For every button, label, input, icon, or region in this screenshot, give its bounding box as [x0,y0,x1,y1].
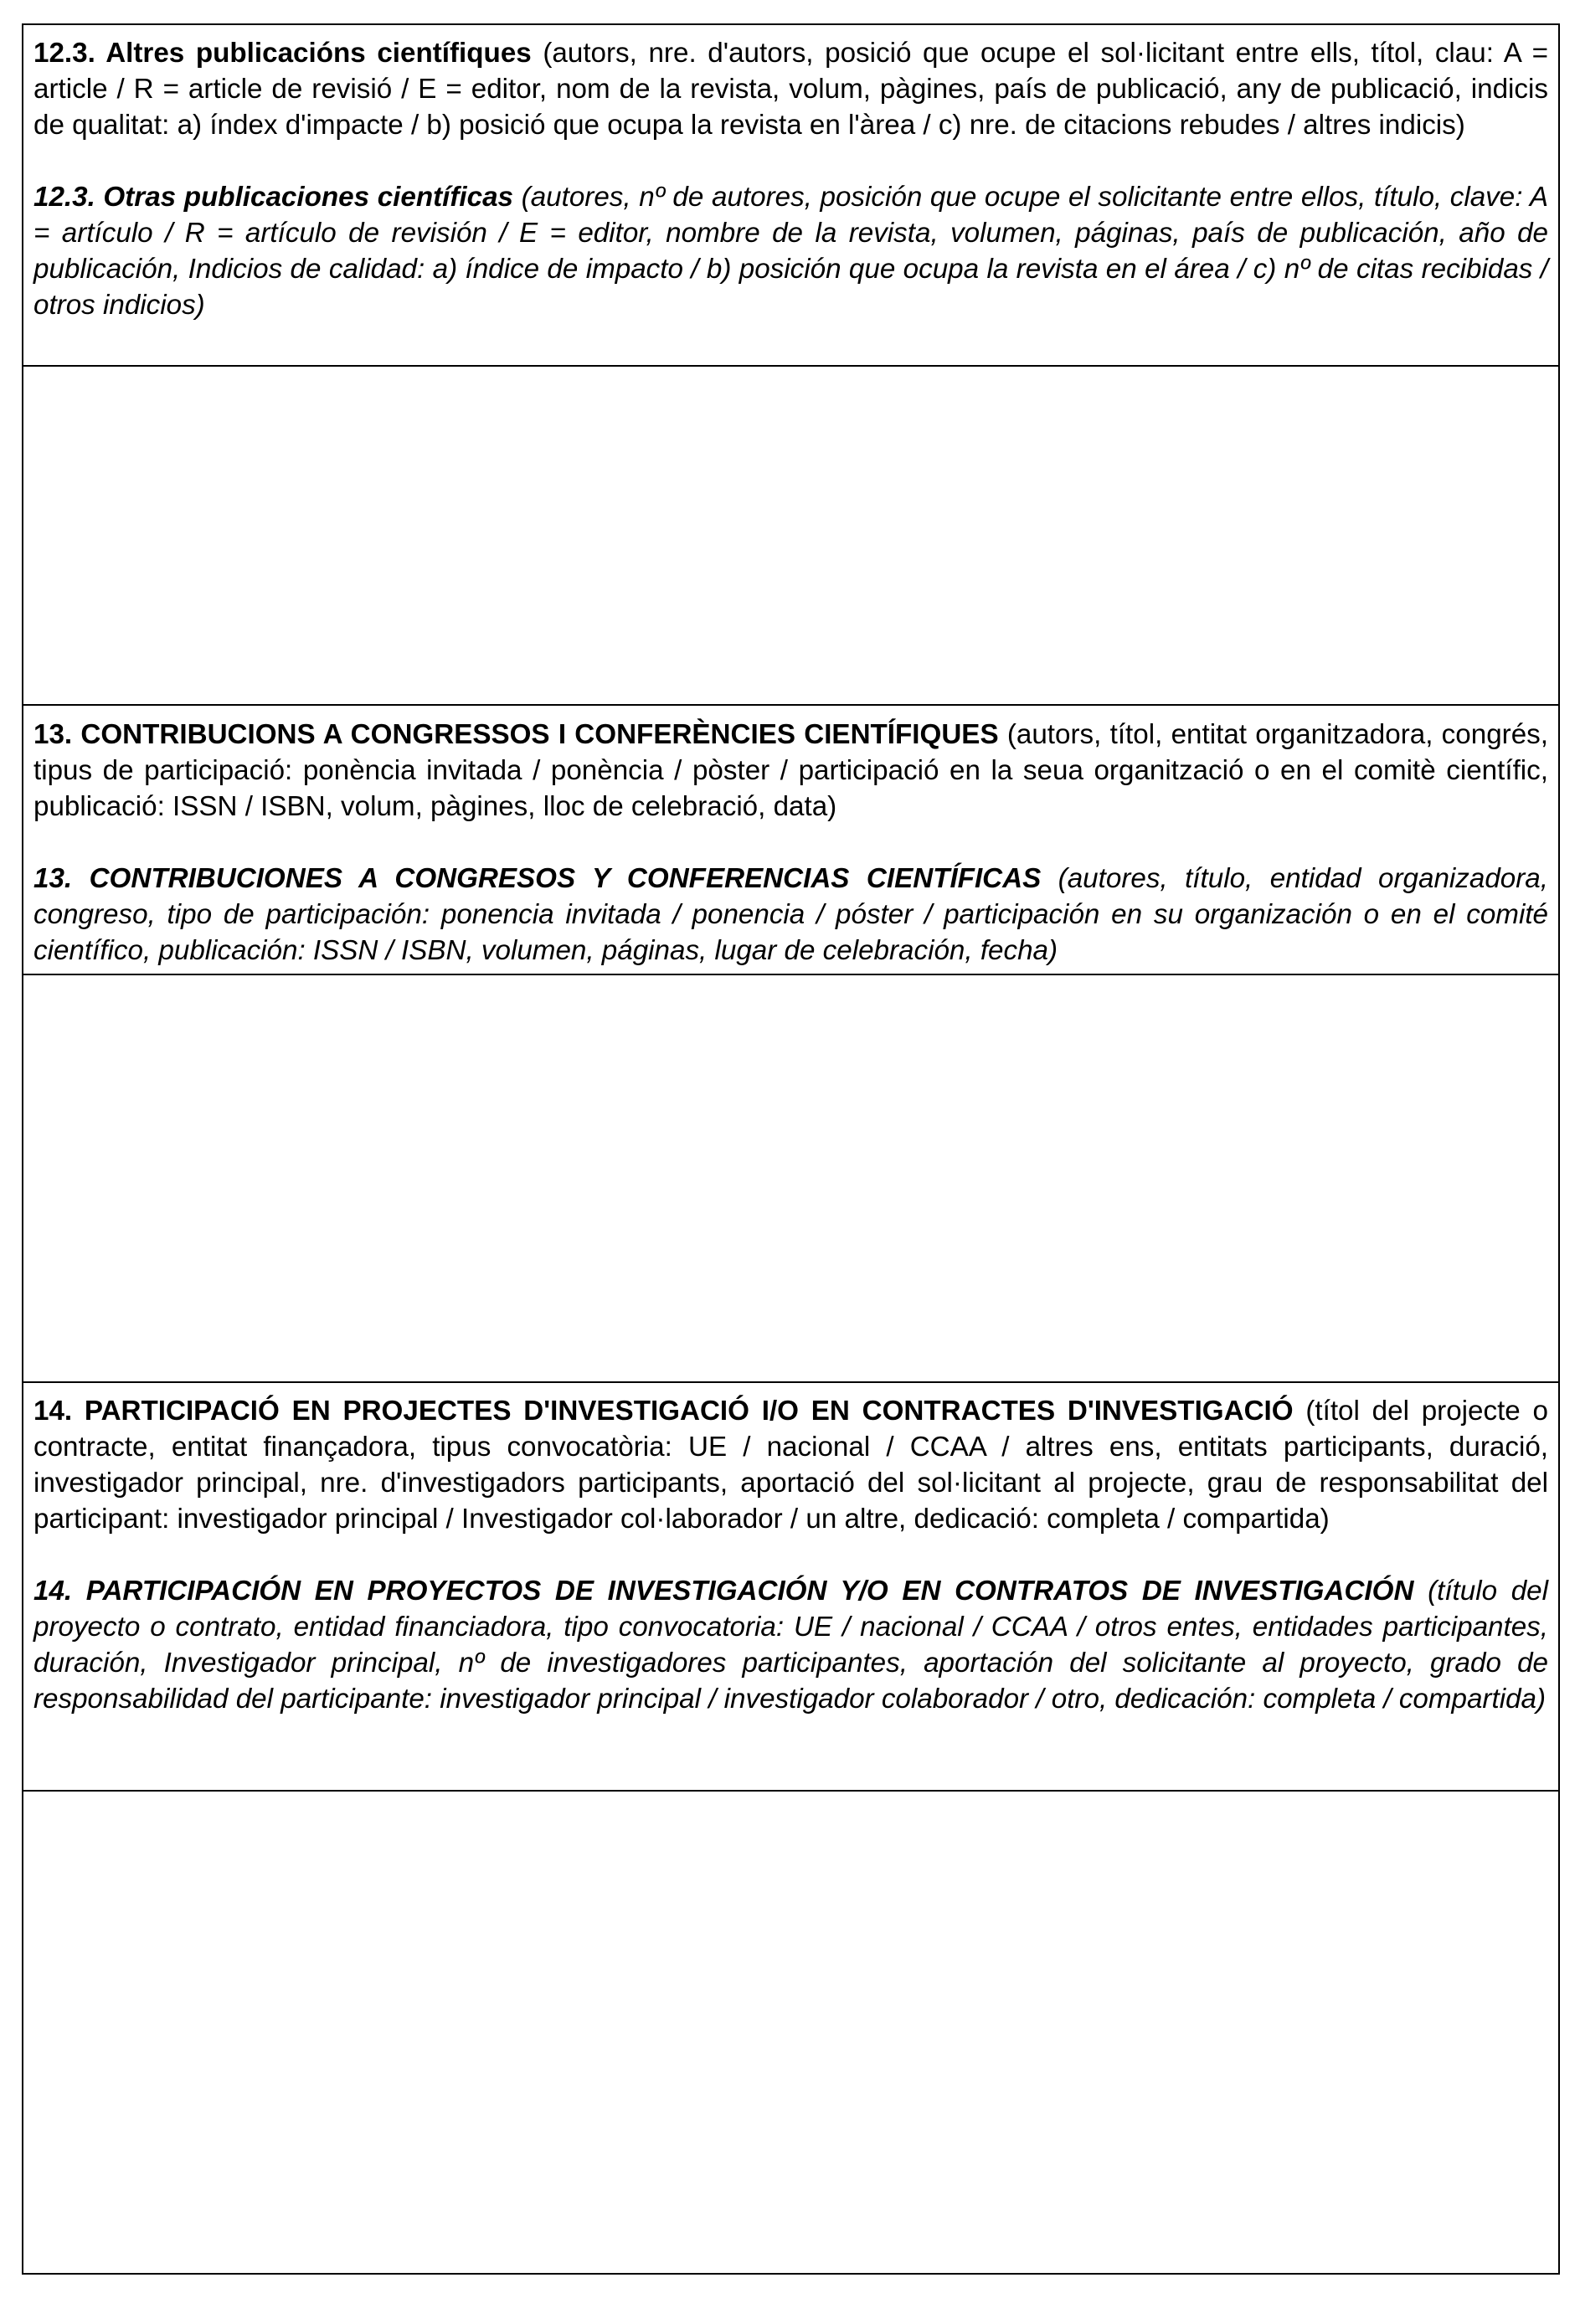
section-13-answer-field[interactable] [23,974,1559,1382]
section-13-spanish [33,861,1548,969]
section-14-header [23,1382,1559,1791]
section-12-3-header-row [23,24,1559,366]
section-13-catalan-title: 13. CONTRIBUCIONS A CONGRESSOS I CONFERÈNCIES CIENTÍFIQUES [33,719,999,750]
section-13-header [23,705,1559,974]
section-12-3-spanish-desc: (autores, nº de autores, posición que ocupe el solicitante entre ellos, título, clave: A = artículo / R = artículo de revisión / E = editor, nombre de la revista, volumen, páginas, país de publicación, año de publicación, Indicios de calidad: a) índice de impacto / b) posición que ocupa la revista en el área / c) nº de citas recibidas / otros indicios) [33,182,1548,321]
section-12-3-catalan-title: 12.3. Altres publicacións científiques [33,38,532,69]
section-14-answer-field[interactable] [23,1791,1559,2274]
section-14-header-row [23,1382,1559,1791]
section-14-spanish-title: 14. PARTICIPACIÓN EN PROYECTOS DE INVESTIGACIÓN Y/O EN CONTRATOS DE INVESTIGACIÓN [33,1576,1414,1607]
section-14-spanish-desc: (título del proyecto o contrato, entidad financiadora, tipo convocatoria: UE / nacional / CCAA / otros entes, entidades participantes, duración, Investigador principal, nº de investigadores participantes, aportación del solicitante al proyecto, grado de responsabilidad del participante: investigador principal / investigador colaborador / otro, dedicación: completa / compartida) [33,1576,1548,1715]
section-13-answer-row [23,974,1559,1382]
section-14-catalan-title: 14. PARTICIPACIÓ EN PROJECTES D'INVESTIGACIÓ I/O EN CONTRACTES D'INVESTIGACIÓ [33,1396,1294,1427]
section-12-3-header [23,24,1559,366]
application-form-table [22,23,1560,2275]
section-13-catalan [33,717,1548,825]
section-13-spanish-title: 13. CONTRIBUCIONES A CONGRESOS Y CONFERENCIAS CIENTÍFICAS [33,863,1042,894]
section-14-catalan [33,1393,1548,1537]
section-12-3-catalan-desc: (autors, nre. d'autors, posició que ocupe el sol·licitant entre ells, títol, clau: A = article / R = article de revisió / E = editor, nom de la revista, volum, pàgines, país de publicació, any de publicació, indicis de qualitat: a) índex d'impacte / b) posició que ocupa la revista en l'àrea / c) nre. de citacions rebudes / altres indicis) [33,38,1549,141]
section-14-catalan-desc: (títol del projecte o contracte, entitat finançadora, tipus convocatòria: UE / nacional / CCAA / altres ens, entitats participants, duració, investigador principal, nre. d'investigadors participants, aportació del sol·licitant al projecte, grau de responsabilitat del participant: investigador principal / Investigador col·laborador / un altre, dedicació: completa / compartida) [33,1396,1548,1535]
section-13-header-row [23,705,1559,974]
section-13-catalan-desc: (autors, títol, entitat organitzadora, congrés, tipus de participació: ponència invitada / ponència / pòster / participació en la seua organització o en el comitè científic, publicació: ISSN / ISBN, volum, pàgines, lloc de celebració, data) [33,719,1548,822]
section-14-spanish [33,1573,1548,1717]
section-13-spanish-desc: (autores, título, entidad organizadora, congreso, tipo de participación: ponencia invitada / ponencia / póster / participación en su organización o en el comité científico, publicación: ISSN / ISBN, volumen, páginas, lugar de celebración, fecha) [33,863,1548,966]
section-12-3-spanish [33,179,1548,323]
section-12-3-answer-field[interactable] [23,366,1559,705]
section-12-3-catalan [33,35,1548,143]
section-12-3-answer-row [23,366,1559,705]
section-12-3-spanish-title: 12.3. Otras publicaciones científicas [33,182,514,213]
section-14-answer-row [23,1791,1559,2274]
